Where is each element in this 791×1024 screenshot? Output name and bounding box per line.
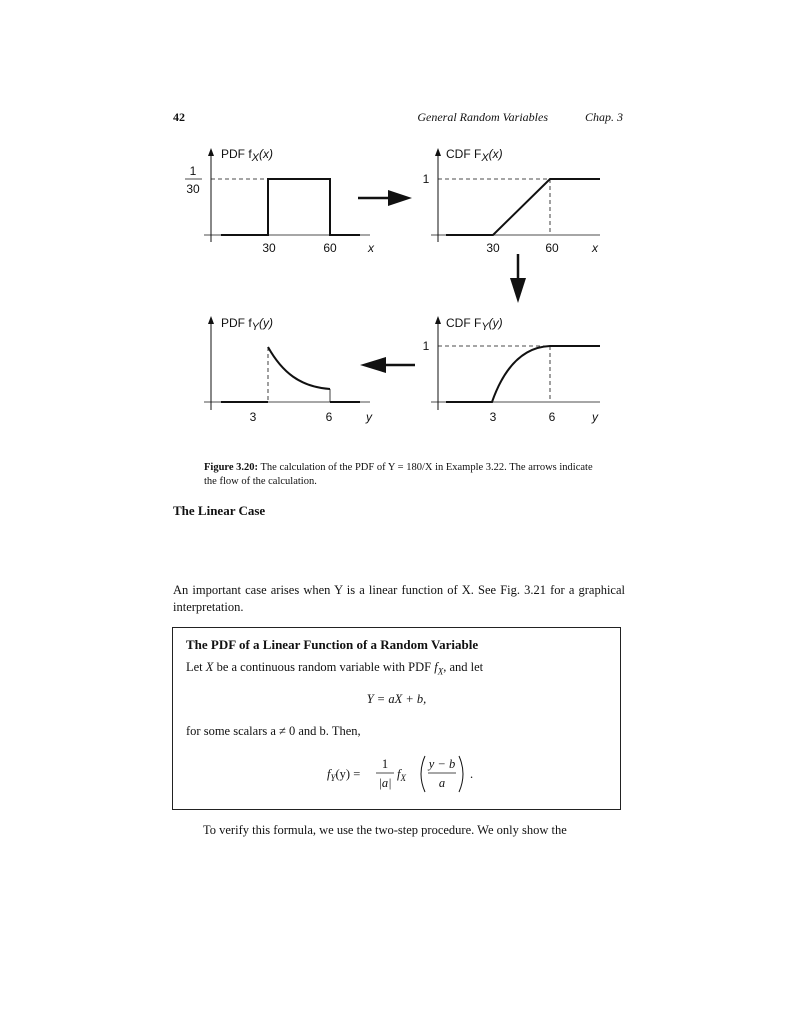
x-tick-6: 6	[325, 410, 333, 424]
y-axis-arrow	[208, 148, 214, 156]
x-axis-label: x	[368, 241, 374, 255]
page-number: 42	[173, 110, 185, 124]
y-tick-1: 1	[422, 339, 430, 353]
x-axis-label: y	[592, 410, 598, 424]
y-axis-arrow	[208, 316, 214, 324]
x-tick-30: 30	[486, 241, 500, 255]
closing-paragraph: To verify this formula, we use the two-step procedure. We only show the	[203, 823, 567, 837]
panel-pdf-y	[204, 316, 373, 424]
panel-cdf-x	[423, 147, 600, 255]
eq2-end: .	[470, 767, 474, 781]
x-tick-60: 60	[545, 241, 559, 255]
box-equation-2	[325, 754, 485, 794]
caption-label: Figure 3.20:	[204, 462, 259, 473]
theorem-box	[172, 627, 621, 810]
eq2-frac-den: |a|	[378, 776, 392, 790]
y-axis-arrow	[435, 148, 441, 156]
box-line1: Let X be a continuous random variable with PDF $f_X$, and let	[186, 660, 484, 677]
y-tick-numerator: 1	[189, 164, 197, 178]
x-tick-30: 30	[262, 241, 276, 255]
box-line2: for some scalars a ≠ 0 and b. Then,	[186, 724, 361, 738]
panel-cdf-y	[423, 316, 600, 424]
arrow-left	[360, 357, 415, 373]
chapter-label: Chap. 3	[584, 110, 623, 124]
figure-caption	[204, 461, 604, 489]
panel-title: PDF fY(y)	[221, 316, 274, 333]
panel-title: PDF fX(x)	[221, 147, 274, 164]
box-title: The PDF of a Linear Function of a Random Variable	[186, 637, 479, 652]
panel-title: CDF FY(y)	[446, 316, 503, 333]
eq2-arg-num: y − b	[428, 757, 456, 771]
y-axis-arrow	[435, 316, 441, 324]
intro-paragraph: An important case arises when Y is a linear function of X. See Fig. 3.21 for a graphical interpretation.	[173, 583, 625, 614]
running-title: General Random Variables	[417, 110, 548, 124]
eq2-frac-num: 1	[381, 757, 389, 771]
eq2-arg-den: a	[438, 776, 446, 790]
x-tick-60: 60	[323, 241, 337, 255]
y-tick-denominator: 30	[186, 182, 200, 196]
panel-pdf-x	[185, 147, 375, 255]
x-tick-6: 6	[548, 410, 556, 424]
x-axis-label: y	[366, 410, 372, 424]
caption-text: The calculation of the PDF of Y = 180/X in Example 3.22. The arrows indicate the flow of the calculation.	[204, 462, 593, 487]
cdf-curve	[446, 179, 600, 235]
box-equation-1: Y = aX + b,	[366, 692, 427, 706]
eq2-lhs: $f_Y(y)$ =	[327, 767, 361, 783]
cdf-curve	[446, 346, 600, 402]
x-axis-label: x	[592, 241, 598, 255]
pdf-curve	[221, 347, 330, 402]
x-tick-3: 3	[489, 410, 497, 424]
arrow-right	[358, 190, 412, 206]
page-header	[173, 110, 623, 126]
figure-3-20	[170, 140, 620, 440]
arrow-down	[510, 254, 526, 303]
x-tick-3: 3	[249, 410, 257, 424]
panel-title: CDF FX(x)	[446, 147, 503, 164]
pdf-curve	[221, 179, 360, 235]
y-tick-1: 1	[422, 172, 430, 186]
section-heading: The Linear Case	[173, 503, 266, 518]
eq2-f: $f_X$	[397, 767, 406, 783]
